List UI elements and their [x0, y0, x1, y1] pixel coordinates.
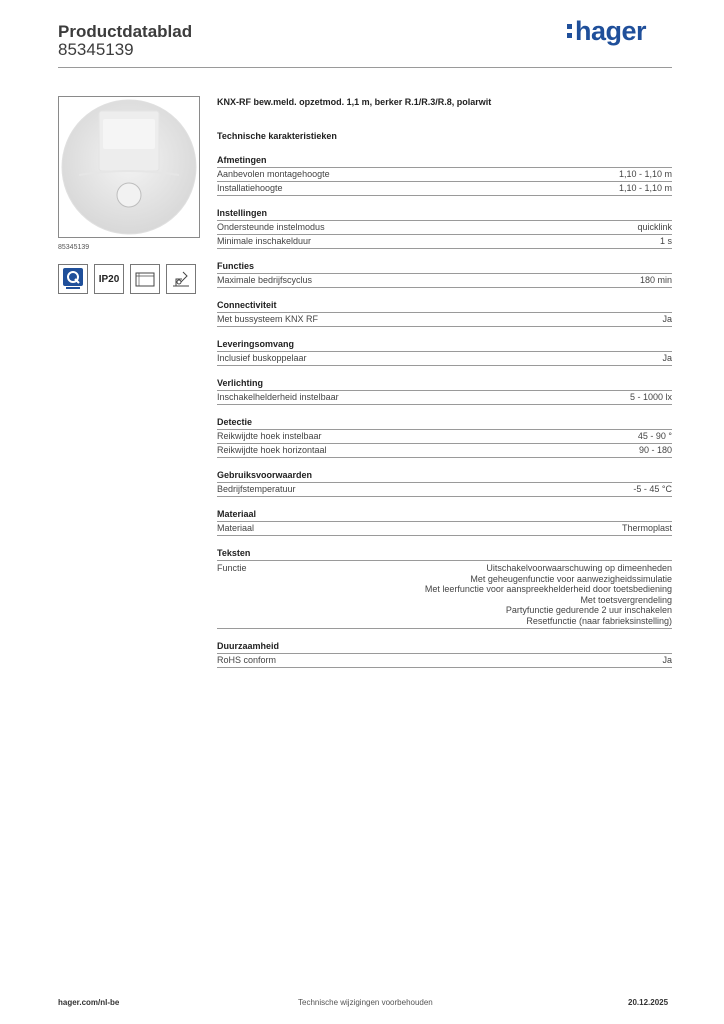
spec-row [217, 352, 672, 366]
section-title: Instellingen [217, 207, 672, 221]
spec-label: Minimale inschakelduur [217, 236, 312, 246]
spec-row [217, 483, 672, 497]
section-title: Connectiviteit [217, 299, 672, 313]
spec-label: Inschakelhelderheid instelbaar [217, 392, 339, 402]
spec-label: Met bussysteem KNX RF [217, 314, 319, 324]
spec-value: 5 - 1000 lx [629, 392, 672, 402]
spec-value: Ja [662, 655, 672, 665]
logo-dots-icon [567, 24, 572, 38]
logo-text: hager [575, 16, 647, 46]
spec-label: RoHS conform [217, 655, 277, 665]
spec-value: 1,10 - 1,10 m [618, 183, 672, 193]
footer-date: 20.12.2025 [628, 998, 669, 1007]
spec-row [217, 391, 672, 405]
section-connectiviteit [217, 299, 672, 327]
spec-row [217, 168, 672, 182]
spec-value: -5 - 45 °C [633, 484, 672, 494]
spec-value-line: Met geheugenfunctie voor aanwezigheidssimulatie [470, 573, 672, 584]
section-title: Materiaal [217, 508, 672, 522]
spec-value: 1 s [659, 236, 672, 246]
spec-value-line: Uitschakelvoorwaarschuwing op dimeenheden [486, 563, 672, 573]
spec-value: 90 - 180 [638, 445, 672, 455]
spec-value: quicklink [637, 222, 672, 232]
spec-value: 45 - 90 ° [637, 431, 672, 441]
section-title: Teksten [217, 547, 672, 561]
spec-label: Functie [217, 563, 247, 573]
spec-label: Ondersteunde instelmodus [217, 222, 325, 232]
spec-row [217, 430, 672, 444]
mounting-height-icon [130, 264, 160, 294]
spec-value-line: Met leerfunctie voor aanspreekhelderheid door toetsbediening [424, 584, 672, 594]
tech-heading: Technische karakteristieken [217, 131, 337, 141]
spec-row [217, 522, 672, 536]
section-title: Leveringsomvang [217, 338, 672, 352]
motion-detector-illustration [59, 97, 199, 237]
spec-value-line: Met toetsvergrendeling [580, 594, 672, 605]
spec-value-list [425, 563, 672, 626]
section-duurzaamheid [217, 640, 672, 668]
spec-label: Bedrijfstemperatuur [217, 484, 296, 494]
spec-row [217, 313, 672, 327]
section-leveringsomvang [217, 338, 672, 366]
image-caption: 85345139 [58, 244, 90, 251]
hager-logo [567, 16, 646, 47]
spec-label: Inclusief buskoppelaar [217, 353, 307, 363]
article-number: 85345139 [58, 40, 134, 59]
spec-label: Reikwijdte hoek instelbaar [217, 431, 322, 441]
spec-value-line: Resetfunctie (naar fabrieksinstelling) [526, 615, 672, 626]
product-name: KNX-RF bew.meld. opzetmod. 1,1 m, berker R.1/R.3/R.8, polarwit [217, 97, 492, 107]
spec-value: Ja [662, 314, 672, 324]
spec-label: Aanbevolen montagehoogte [217, 169, 330, 179]
footer-notice: Technische wijzigingen voorbehouden [298, 998, 433, 1007]
spec-row [217, 444, 672, 458]
ip-rating-icon [94, 264, 124, 294]
spec-row [217, 654, 672, 668]
spec-label: Maximale bedrijfscyclus [217, 275, 313, 285]
spec-row [217, 221, 672, 235]
spec-content [217, 95, 672, 668]
section-detectie [217, 416, 672, 458]
section-functies [217, 260, 672, 288]
spec-row [217, 561, 672, 629]
spec-value: Thermoplast [621, 523, 672, 533]
quality-mark-icon [58, 264, 88, 294]
spec-label: Materiaal [217, 523, 255, 533]
spec-value: 1,10 - 1,10 m [618, 169, 672, 179]
section-title: Verlichting [217, 377, 672, 391]
product-image [58, 96, 200, 238]
section-teksten [217, 547, 672, 629]
section-afmetingen [217, 154, 672, 196]
section-title: Functies [217, 260, 672, 274]
section-title: Duurzaamheid [217, 640, 672, 654]
section-materiaal [217, 508, 672, 536]
spec-label: Reikwijdte hoek horizontaal [217, 445, 327, 455]
footer-website-link[interactable]: hager.com/nl-be [58, 998, 120, 1007]
spec-row [217, 182, 672, 196]
document-title: Productdatablad [58, 22, 193, 41]
installation-icon [166, 264, 196, 294]
spec-row [217, 274, 672, 288]
header-divider [58, 67, 672, 68]
spec-value: Ja [662, 353, 672, 363]
spec-value: 180 min [639, 275, 672, 285]
spec-label: Installatiehoogte [217, 183, 283, 193]
section-instellingen [217, 207, 672, 249]
spec-row [217, 235, 672, 249]
certification-icons [58, 264, 196, 294]
ip-rating-label: IP20 [98, 273, 120, 285]
section-title: Detectie [217, 416, 672, 430]
spec-value-line: Partyfunctie gedurende 2 uur inschakelen [505, 605, 672, 615]
section-gebruiksvoorwaarden [217, 469, 672, 497]
section-title: Gebruiksvoorwaarden [217, 469, 672, 483]
section-verlichting [217, 377, 672, 405]
section-title: Afmetingen [217, 154, 672, 168]
